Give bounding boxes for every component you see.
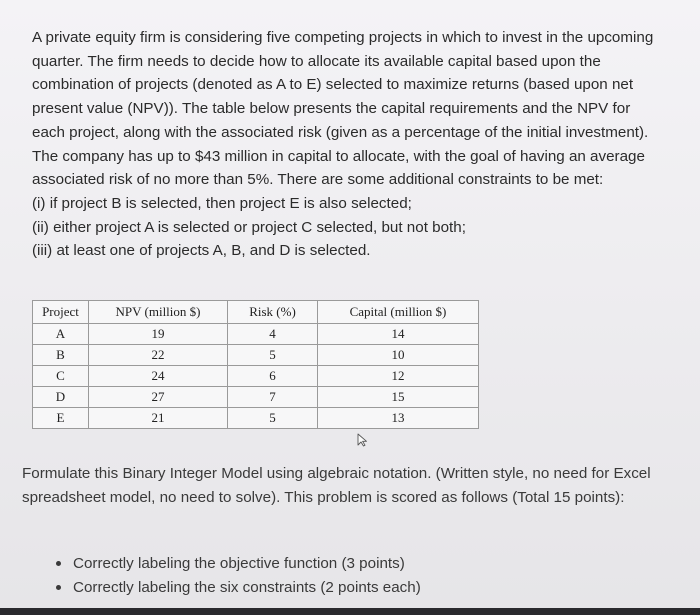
column-header-npv: NPV (million $) (89, 301, 228, 324)
cell-project: B (33, 345, 89, 366)
task-text: Formulate this Binary Integer Model using algebraic notation. (Written style, no need for Excel spreadsheet model, no need to solve). This problem is scored as follows (Total 15 points): (22, 465, 651, 506)
cell-project: A (33, 324, 89, 345)
project-table (32, 300, 479, 429)
list-item (54, 552, 421, 576)
condition-2: (ii) either project A is selected or project C selected, but not both; (32, 218, 466, 236)
cell-risk: 7 (228, 387, 318, 408)
problem-intro: A private equity firm is considering five competing projects in which to invest in the upcoming quarter. The firm needs to decide how to allocate its available capital based upon the combination of projects (denoted as A to E) selected to maximize returns (based upon net present value (NPV)). The table below presents the capital requirements and the NPV for each project, along with the associated risk (given as a percentage of the initial investment). The company has up to $43 million in capital to allocate, with the goal of having an average associated risk of no more than 5%. There are some additional constraints to be met: (32, 29, 654, 189)
cell-risk: 4 (228, 324, 318, 345)
table-row (33, 366, 479, 387)
table-row (33, 408, 479, 429)
condition-1: (i) if project B is selected, then project E is also selected; (32, 194, 412, 212)
cell-npv: 27 (89, 387, 228, 408)
cell-capital: 15 (318, 387, 479, 408)
cell-project: D (33, 387, 89, 408)
column-header-project: Project (33, 301, 89, 324)
task-instructions (22, 462, 662, 509)
problem-statement (32, 26, 657, 263)
table-row (33, 324, 479, 345)
cell-project: C (33, 366, 89, 387)
column-header-risk: Risk (%) (228, 301, 318, 324)
cell-npv: 21 (89, 408, 228, 429)
cell-npv: 22 (89, 345, 228, 366)
column-header-capital: Capital (million $) (318, 301, 479, 324)
condition-3: (iii) at least one of projects A, B, and D is selected. (32, 242, 371, 260)
list-item (54, 576, 421, 600)
cell-capital: 14 (318, 324, 479, 345)
bottom-edge-bar (0, 608, 700, 615)
cell-risk: 5 (228, 408, 318, 429)
table-row (33, 345, 479, 366)
cell-capital: 10 (318, 345, 479, 366)
scoring-list (54, 552, 421, 600)
cell-capital: 12 (318, 366, 479, 387)
scoring-item-objective: Correctly labeling the objective function (3 points) (73, 555, 405, 572)
cell-risk: 6 (228, 366, 318, 387)
bullet-icon (56, 585, 61, 590)
cell-risk: 5 (228, 345, 318, 366)
cell-capital: 13 (318, 408, 479, 429)
table-header-row (33, 301, 479, 324)
cell-npv: 24 (89, 366, 228, 387)
table-row (33, 387, 479, 408)
bullet-icon (56, 561, 61, 566)
cell-npv: 19 (89, 324, 228, 345)
scoring-item-constraints: Correctly labeling the six constraints (2 points each) (73, 579, 421, 596)
mouse-pointer-icon (357, 433, 369, 447)
cell-project: E (33, 408, 89, 429)
